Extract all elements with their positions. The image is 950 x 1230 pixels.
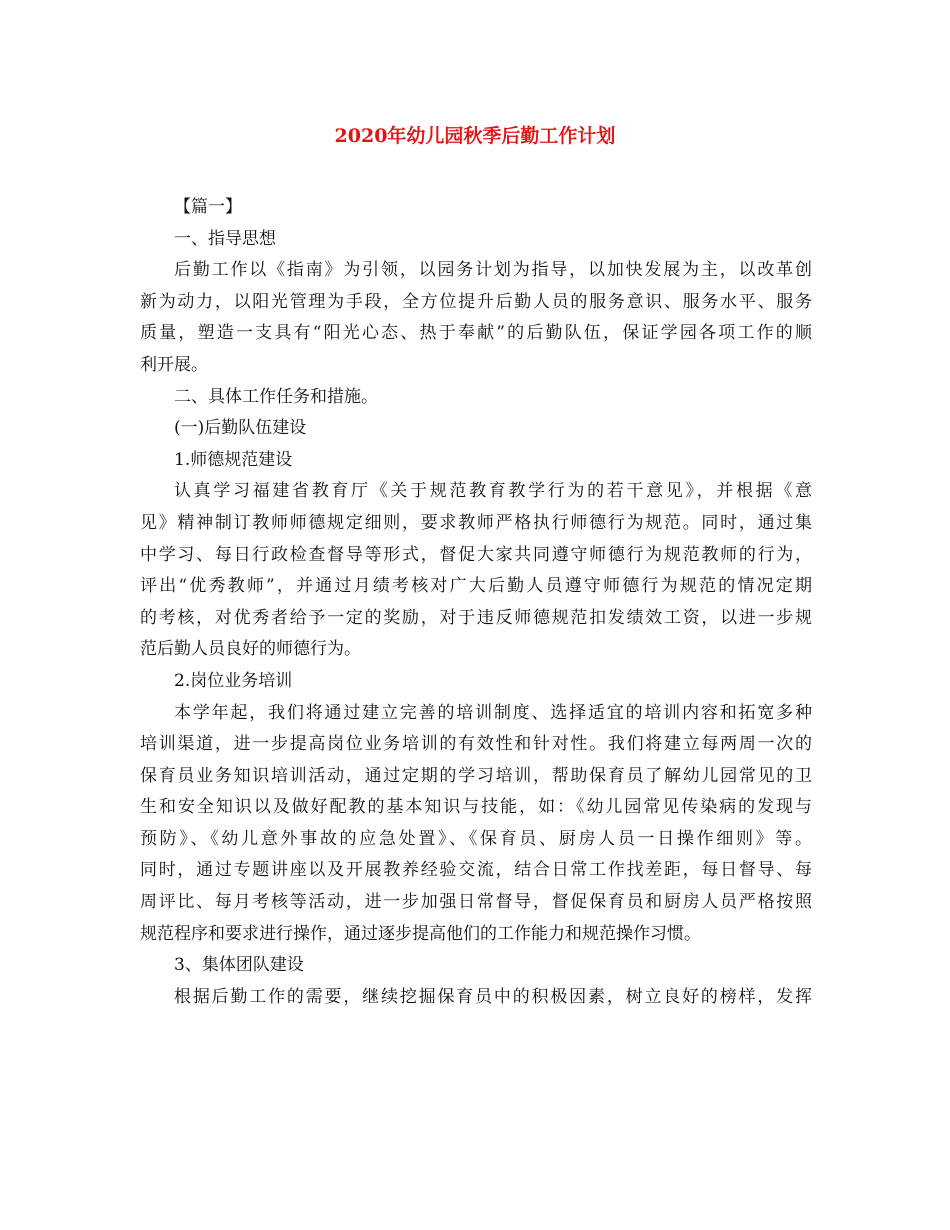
text-line: 见》精神制订教师师德规定细则，要求教师严格执行师德行为规范。同时，通过集 [140, 512, 812, 533]
text-line: 后勤工作以《指南》为引领，以园务计划为指导，以加快发展为主，以改革创 [174, 260, 812, 281]
text-line: 二、具体工作任务和措施。 [174, 386, 378, 407]
text-line: 保育员业务知识培训活动，通过定期的学习培训，帮助保育员了解幼儿园常见的卫 [140, 765, 812, 786]
text-line: 利开展。 [140, 354, 208, 375]
text-line: 范后勤人员良好的师德行为。 [140, 639, 361, 660]
text-line: 【篇一】 [174, 197, 242, 217]
text-line: 本学年起，我们将通过建立完善的培训制度、选择适宜的培训内容和拓宽多种 [174, 702, 812, 723]
text-line: 预防》、《幼儿意外事故的应急处置》、《保育员、厨房人员一日操作细则》等。 [140, 828, 812, 849]
text-line: 根据后勤工作的需要，继续挖掘保育员中的积极因素，树立良好的榜样，发挥 [174, 986, 812, 1007]
text-line: 规范程序和要求进行操作，通过逐步提高他们的工作能力和规范操作习惯。 [140, 923, 701, 944]
text-line: 1.师德规范建设 [174, 449, 293, 470]
text-line: (一)后勤队伍建设 [174, 418, 307, 439]
text-line: 3、集体团队建设 [174, 955, 304, 976]
text-line: 一、指导思想 [174, 228, 276, 249]
text-line: 评出“优秀教师”，并通过月绩考核对广大后勤人员遵守师德行为规范的情况定期 [140, 576, 812, 597]
page-title: 2020年幼儿园秋季后勤工作计划 [334, 125, 616, 147]
text-line: 的考核，对优秀者给予一定的奖励，对于违反师德规范扣发绩效工资，以进一步规 [140, 607, 812, 628]
text-line: 2.岗位业务培训 [174, 670, 293, 691]
text-line: 中学习、每日行政检查督导等形式，督促大家共同遵守师德行为规范教师的行为， [140, 544, 812, 565]
text-line: 生和安全知识以及做好配教的基本知识与技能，如：《幼儿园常见传染病的发现与 [140, 797, 812, 818]
text-line: 新为动力，以阳光管理为手段，全方位提升后勤人员的服务意识、服务水平、服务 [140, 291, 812, 312]
text-line: 同时，通过专题讲座以及开展教养经验交流，结合日常工作找差距，每日督导、每 [140, 860, 812, 881]
text-line: 质量，塑造一支具有“阳光心态、热于奉献”的后勤队伍，保证学园各项工作的顺 [140, 323, 812, 344]
text-line: 认真学习福建省教育厅《关于规范教育教学行为的若干意见》，并根据《意 [174, 481, 812, 502]
text-line: 周评比、每月考核等活动，进一步加强日常督导，督促保育员和厨房人员严格按照 [140, 892, 812, 913]
text-line: 培训渠道，进一步提高岗位业务培训的有效性和针对性。我们将建立每两周一次的 [140, 734, 812, 755]
document-body [140, 192, 812, 1013]
